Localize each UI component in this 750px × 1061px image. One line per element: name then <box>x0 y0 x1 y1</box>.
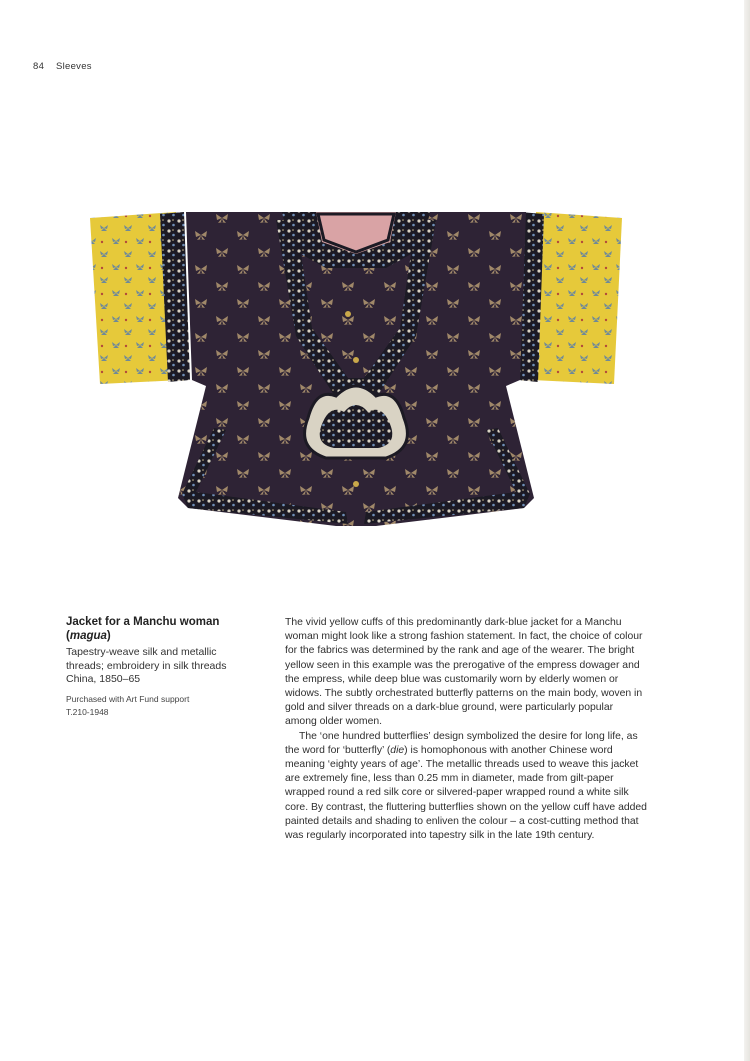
jacket-photograph <box>86 208 626 530</box>
page-edge-shadow <box>744 0 750 1061</box>
paragraph-1: The vivid yellow cuffs of this predominantly dark-blue jacket for a Manchu woman might look like a strong fashion statement. In fact, the choice of colour for the fabrics was determined by the rank and age of the wearer. The bright yellow seen in this example was the prerogative of the empress dowager and the empress, while deep blue was customarily worn by elderly women or widows. The subtly orchestrated butterfly patterns on the main body, woven in gold and silver threads on a dark-blue ground, were particularly popular among older women. <box>285 617 643 728</box>
page-number: 84 <box>33 61 45 72</box>
caption-description: Tapestry-weave silk and metallic threads; embroidery in silk threads China, 1850–65 <box>66 646 227 685</box>
running-head <box>33 61 92 72</box>
body-text <box>285 616 647 843</box>
section-title: Sleeves <box>55 61 92 72</box>
paragraph-2: The ‘one hundred butterflies’ design symbolized the desire for long life, as the word for ‘butterfly’ (die) is homophonous with another Chinese word meaning ‘eighty years of age’. The metallic threads used to weave this jacket are extremely fine, less than 0.25 mm in diameter, made from gilt-paper wrapped round a red silk core or silvered-paper wrapped round a white silk core. By contrast, the fluttering butterflies shown on the yellow cuff have added painted details and shading to enliven the colour – a cost-cutting method that was regularly incorporated into tapestry silk in the late 19th century. <box>285 730 647 842</box>
jacket-figure <box>86 208 626 530</box>
caption-credit: Purchased with Art Fund support T.210-1948 <box>66 693 190 717</box>
chinese-term: die <box>390 744 405 756</box>
caption-title: Jacket for a Manchu woman (magua) <box>66 616 220 642</box>
accession-number: T.210-1948 <box>66 706 109 717</box>
right-cuff <box>532 212 622 384</box>
caption-title-alt: (magua) <box>66 630 111 642</box>
figure-caption <box>66 615 256 719</box>
